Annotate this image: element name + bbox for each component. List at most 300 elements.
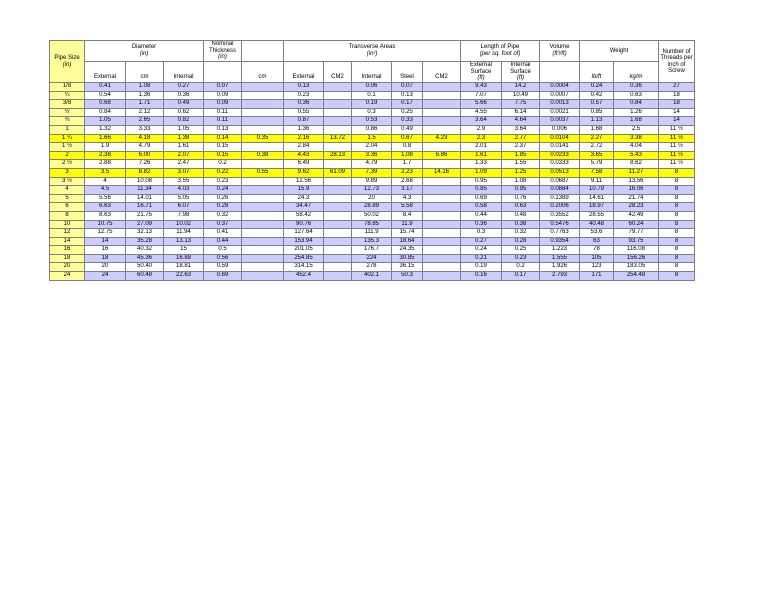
table-cell: 0.006 (540, 125, 580, 134)
table-cell: 36.15 (392, 263, 423, 272)
diameter-header: Diameter (in) (85, 41, 204, 62)
header-row (50, 41, 695, 62)
table-cell: 2.07 (164, 151, 204, 160)
table-cell: 7.98 (164, 211, 204, 220)
table-cell: 30.85 (392, 254, 423, 263)
pipe-size-cell: ½ (50, 108, 85, 117)
table-cell: 0.23 (204, 177, 242, 186)
table-cell: 8 (659, 246, 695, 255)
table-cell: 24.3 (284, 194, 324, 203)
table-cell: 1.55 (502, 160, 540, 169)
table-cell (242, 229, 284, 238)
table-cell: 2.37 (502, 143, 540, 152)
table-cell: 8.63 (85, 211, 126, 220)
table-cell: 2.9 (461, 125, 502, 134)
table-cell: 4.43 (284, 151, 324, 160)
table-cell: 135.3 (352, 237, 392, 246)
table-cell: 0.33 (392, 117, 423, 126)
table-cell: 0.0013 (540, 100, 580, 109)
table-cell: 1.32 (85, 125, 126, 134)
table-cell: 8 (659, 211, 695, 220)
table-cell: 0.25 (392, 108, 423, 117)
table-cell (324, 186, 352, 195)
table-cell: 111.9 (352, 229, 392, 238)
pipe-size-cell: 12 (50, 229, 85, 238)
table-cell: 8.82 (126, 168, 164, 177)
table-cell: 0.17 (392, 100, 423, 109)
table-cell: 28.89 (352, 203, 392, 212)
table-cell (242, 211, 284, 220)
table-cell: 8 (659, 254, 695, 263)
table-cell: 32.13 (126, 229, 164, 238)
table-cell: 0.44 (461, 211, 502, 220)
table-cell: 0.95 (461, 177, 502, 186)
table-cell: 0.09 (204, 100, 242, 109)
pipe-size-cell: 2 ½ (50, 160, 85, 169)
table-row (50, 177, 695, 186)
table-row (50, 168, 695, 177)
table-cell (423, 108, 461, 117)
table-cell: 3.36 (352, 151, 392, 160)
table-cell: 24 (85, 272, 126, 281)
table-cell: 0.5 (204, 246, 242, 255)
table-cell: 0.19 (352, 100, 392, 109)
table-cell: 0.53 (352, 117, 392, 126)
table-cell: 1.61 (461, 151, 502, 160)
table-cell: 11 ½ (659, 125, 695, 134)
table-row (50, 100, 695, 109)
pipe-size-cell: ¾ (50, 117, 85, 126)
table-cell: 6.00 (126, 151, 164, 160)
table-cell (242, 186, 284, 195)
table-cell: 1.26 (614, 108, 659, 117)
table-cell: 15 (164, 246, 204, 255)
table-cell: 0.41 (85, 83, 126, 92)
table-cell: 0.38 (242, 151, 284, 160)
table-cell: 2.68 (392, 177, 423, 186)
table-cell: 53.6 (580, 229, 614, 238)
table-cell: 0.57 (580, 100, 614, 109)
cm2-b-subheader: CM2 (423, 62, 461, 83)
table-cell: 0.49 (164, 100, 204, 109)
table-row (50, 203, 695, 212)
table-row (50, 151, 695, 160)
table-cell: 3.33 (126, 125, 164, 134)
table-cell: 5.56 (85, 194, 126, 203)
table-row (50, 229, 695, 238)
table-cell: 2.3 (461, 134, 502, 143)
table-cell: 153.94 (284, 237, 324, 246)
table-cell: 4.18 (126, 134, 164, 143)
table-cell: 22.63 (164, 272, 204, 281)
table-cell: 11 ½ (659, 143, 695, 152)
table-cell: 0.62 (164, 108, 204, 117)
table-cell: 0.23 (502, 254, 540, 263)
table-cell: 4.64 (502, 117, 540, 126)
table-cell (423, 143, 461, 152)
table-cell: 50.40 (126, 263, 164, 272)
table-cell: 21.75 (126, 211, 164, 220)
table-cell: 35.28 (126, 237, 164, 246)
table-cell: 0.15 (204, 151, 242, 160)
table-cell: 10.75 (85, 220, 126, 229)
table-cell: 0.28 (502, 237, 540, 246)
table-cell: 0.2 (204, 160, 242, 169)
table-cell (324, 108, 352, 117)
table-cell: 8 (659, 194, 695, 203)
transverse-areas-header: Transverse Areas (in²) (284, 41, 461, 62)
table-cell: 18.97 (580, 203, 614, 212)
external-area-subheader: External (284, 62, 324, 83)
table-cell: 28.55 (580, 211, 614, 220)
table-cell: 2.16 (284, 134, 324, 143)
table-cell: 116.08 (614, 246, 659, 255)
table-cell: 12.56 (284, 177, 324, 186)
table-cell: 28.23 (614, 203, 659, 212)
table-cell: 0.69 (461, 194, 502, 203)
table-cell: 0.3552 (540, 211, 580, 220)
table-cell: 13.56 (614, 177, 659, 186)
table-cell (324, 272, 352, 281)
table-row (50, 272, 695, 281)
table-cell: 0.56 (204, 254, 242, 263)
table-cell: 0.0513 (540, 168, 580, 177)
table-row (50, 83, 695, 92)
table-cell: 2.38 (85, 151, 126, 160)
table-cell (242, 143, 284, 152)
table-cell: 2.27 (580, 134, 614, 143)
table-cell (242, 203, 284, 212)
table-cell: 3.5 (85, 168, 126, 177)
table-cell: 1.36 (284, 125, 324, 134)
table-cell (324, 237, 352, 246)
table-cell: 254.85 (284, 254, 324, 263)
table-cell: 16.71 (126, 203, 164, 212)
table-cell: 2.12 (126, 108, 164, 117)
table-cell (242, 100, 284, 109)
table-cell (423, 211, 461, 220)
table-cell: 402.1 (352, 272, 392, 281)
table-cell: 60.48 (126, 272, 164, 281)
table-cell: 10.02 (164, 220, 204, 229)
table-cell (423, 237, 461, 246)
table-cell: 1.85 (502, 151, 540, 160)
table-cell: 10.08 (126, 177, 164, 186)
table-cell (423, 100, 461, 109)
table-cell: 14 (659, 117, 695, 126)
table-cell: 0.22 (204, 168, 242, 177)
table-cell (242, 246, 284, 255)
table-cell: 4.03 (164, 186, 204, 195)
table-cell: 11 ½ (659, 134, 695, 143)
table-cell: 14 (659, 108, 695, 117)
table-cell: 176.7 (352, 246, 392, 255)
table-cell: 2.84 (284, 143, 324, 152)
table-cell: 1.68 (614, 117, 659, 126)
table-cell: 9.11 (580, 177, 614, 186)
table-cell: 0.11 (204, 117, 242, 126)
table-cell (423, 186, 461, 195)
table-cell: 0.27 (164, 83, 204, 92)
table-cell: 0.0687 (540, 177, 580, 186)
table-cell: 4.3 (392, 194, 423, 203)
table-cell: 7.26 (126, 160, 164, 169)
table-cell: 4.04 (614, 143, 659, 152)
table-cell: 0.15 (204, 143, 242, 152)
external-surface-subheader: External Surface (ft) (461, 62, 502, 83)
internal-area-subheader: Internal (352, 62, 392, 83)
table-cell: 1.5 (352, 134, 392, 143)
table-cell (423, 229, 461, 238)
table-cell: 2.04 (352, 143, 392, 152)
table-cell: 0.54 (85, 91, 126, 100)
table-cell: 1.66 (85, 134, 126, 143)
table-cell: 6.49 (284, 160, 324, 169)
table-cell: 0.5476 (540, 220, 580, 229)
table-cell: 4 (85, 177, 126, 186)
table-cell: 11 ½ (659, 160, 695, 169)
table-cell: 278 (352, 263, 392, 272)
table-cell: 183.05 (614, 263, 659, 272)
table-cell: 0.36 (461, 220, 502, 229)
table-cell (423, 254, 461, 263)
length-of-pipe-header: Length of Pipe (per sq. foot of) (461, 41, 540, 62)
table-cell: 2.23 (392, 168, 423, 177)
pipe-size-cell: 18 (50, 254, 85, 263)
table-row (50, 117, 695, 126)
table-cell: 45.36 (126, 254, 164, 263)
table-cell: 314.15 (284, 263, 324, 272)
table-cell: 12.73 (352, 186, 392, 195)
table-cell: 20 (85, 263, 126, 272)
table-cell (423, 263, 461, 272)
table-cell: 58.42 (284, 211, 324, 220)
table-cell: 16 (85, 246, 126, 255)
table-cell: 0.0233 (540, 151, 580, 160)
table-cell: 0.41 (204, 229, 242, 238)
table-cell: 0.84 (85, 108, 126, 117)
table-cell: 0.0007 (540, 91, 580, 100)
table-cell: 5.58 (392, 203, 423, 212)
table-cell: 0.13 (392, 91, 423, 100)
table-cell: 0.0104 (540, 134, 580, 143)
table-body (50, 83, 695, 281)
table-cell: 0.84 (614, 100, 659, 109)
table-cell (423, 194, 461, 203)
table-cell (242, 160, 284, 169)
table-cell: 2.793 (540, 272, 580, 281)
table-row (50, 143, 695, 152)
table-cell: 18.64 (392, 237, 423, 246)
internal-surface-subheader: Internal Surface (ft) (502, 62, 540, 83)
pipe-size-header: Pipe Size (in) (50, 41, 85, 83)
table-cell: 0.09 (204, 91, 242, 100)
table-cell: 11.94 (164, 229, 204, 238)
table-cell: 1.223 (540, 246, 580, 255)
table-cell: 16.06 (614, 186, 659, 195)
table-cell: 1.13 (580, 117, 614, 126)
pipe-size-cell: 1/8 (50, 83, 85, 92)
table-row (50, 186, 695, 195)
threads-header: Number of Threads per inch of Screw (659, 41, 695, 83)
table-cell (324, 194, 352, 203)
table-row (50, 246, 695, 255)
table-cell: 6.86 (423, 151, 461, 160)
table-cell: 0.16 (461, 272, 502, 281)
table-cell: 0.07 (204, 83, 242, 92)
table-cell (242, 263, 284, 272)
table-cell: 78 (580, 246, 614, 255)
table-cell: 1.61 (164, 143, 204, 152)
table-cell (423, 160, 461, 169)
table-cell: 4.79 (126, 143, 164, 152)
table-cell: 1.38 (164, 134, 204, 143)
table-cell: 10.79 (580, 186, 614, 195)
table-cell: 224 (352, 254, 392, 263)
table-cell: 0.95 (502, 186, 540, 195)
volume-header: Volume (ft³/ft) (540, 41, 580, 62)
table-cell: 0.2006 (540, 203, 580, 212)
table-cell: 21.74 (614, 194, 659, 203)
table-cell: 60.24 (614, 220, 659, 229)
table-cell: 452.4 (284, 272, 324, 281)
table-cell: 0.85 (580, 108, 614, 117)
table-cell: 4.5 (85, 186, 126, 195)
table-cell: 18.81 (164, 263, 204, 272)
table-cell: 4.79 (352, 160, 392, 169)
table-cell: 0.42 (580, 91, 614, 100)
table-cell (242, 125, 284, 134)
table-cell (423, 91, 461, 100)
table-cell: 5.05 (164, 194, 204, 203)
table-cell: 0.26 (204, 194, 242, 203)
table-cell (423, 117, 461, 126)
table-cell: 63 (580, 237, 614, 246)
table-cell: 40.48 (580, 220, 614, 229)
nominal-thickness-header: Nominal Thickness (in) (204, 41, 242, 62)
table-cell: 0.86 (352, 125, 392, 134)
table-cell: 0.82 (164, 117, 204, 126)
table-cell: 50.02 (352, 211, 392, 220)
cm-subheader: cm (126, 62, 164, 83)
table-cell: 123 (580, 263, 614, 272)
pipe-size-cell: 3 ½ (50, 177, 85, 186)
table-cell: 0.8 (392, 143, 423, 152)
table-cell: 0.19 (461, 263, 502, 272)
kg-m-subheader: kg/m (614, 62, 659, 83)
pipe-size-cell: ¼ (50, 91, 85, 100)
table-cell: 90.76 (284, 220, 324, 229)
table-cell: 8 (659, 177, 695, 186)
table-cell: 8.62 (614, 160, 659, 169)
table-cell: 8 (659, 168, 695, 177)
table-cell: 6.14 (502, 108, 540, 117)
table-cell: 0.28 (204, 203, 242, 212)
table-cell: 0.06 (352, 83, 392, 92)
table-cell (324, 117, 352, 126)
table-cell: 0.1 (352, 91, 392, 100)
table-row (50, 263, 695, 272)
table-cell (324, 220, 352, 229)
table-cell: 0.2 (502, 263, 540, 272)
table-cell (423, 220, 461, 229)
internal-diameter-subheader: Internal (164, 62, 204, 83)
table-cell: 5.43 (614, 151, 659, 160)
table-cell: 0.27 (461, 237, 502, 246)
table-cell: 1.08 (392, 151, 423, 160)
table-cell: 1.05 (85, 117, 126, 126)
table-cell: 2.5 (614, 125, 659, 134)
lb-ft-subheader: lb/ft (580, 62, 614, 83)
table-cell: 8.4 (392, 211, 423, 220)
table-cell: 7.75 (502, 100, 540, 109)
table-cell: 1.05 (164, 125, 204, 134)
table-cell: 28.13 (324, 151, 352, 160)
table-cell (242, 254, 284, 263)
table-cell (242, 117, 284, 126)
table-cell (423, 177, 461, 186)
table-cell: 1.9 (85, 143, 126, 152)
table-cell: 1.09 (461, 168, 502, 177)
table-cell: 0.0021 (540, 108, 580, 117)
table-cell: 8 (659, 237, 695, 246)
pipe-size-cell: 1 ½ (50, 143, 85, 152)
table-cell: 0.55 (284, 108, 324, 117)
table-cell: 0.0884 (540, 186, 580, 195)
table-cell (242, 83, 284, 92)
cm2-a-subheader: CM2 (324, 62, 352, 83)
table-cell (242, 177, 284, 186)
table-cell (324, 229, 352, 238)
table-cell: 13.72 (324, 134, 352, 143)
table-row (50, 220, 695, 229)
table-cell: 0.17 (502, 272, 540, 281)
table-cell: 2.47 (164, 160, 204, 169)
table-cell: 11.34 (126, 186, 164, 195)
thickness-cm-subheader: cm (242, 62, 284, 83)
table-cell: 0.36 (614, 83, 659, 92)
table-cell: 0.58 (461, 203, 502, 212)
table-cell: 0.69 (204, 272, 242, 281)
table-cell: 42.49 (614, 211, 659, 220)
table-cell (242, 272, 284, 281)
table-cell: 79.77 (614, 229, 659, 238)
thickness-subheader-blank (204, 62, 242, 83)
table-cell: 0.25 (502, 246, 540, 255)
table-cell (324, 263, 352, 272)
table-cell: 1.7 (392, 160, 423, 169)
table-cell: 2.01 (461, 143, 502, 152)
table-cell: 0.3 (461, 229, 502, 238)
table-cell: 156.26 (614, 254, 659, 263)
table-cell: 0.13 (284, 83, 324, 92)
table-cell: 18 (85, 254, 126, 263)
table-cell: 0.44 (204, 237, 242, 246)
table-cell: 0.23 (284, 91, 324, 100)
table-cell: 3.38 (614, 134, 659, 143)
table-row (50, 108, 695, 117)
table-cell: 171 (580, 272, 614, 281)
table-cell: 0.13 (204, 125, 242, 134)
table-cell: 0.24 (204, 186, 242, 195)
table-cell (423, 272, 461, 281)
table-cell: 9.43 (461, 83, 502, 92)
table-cell: 1.25 (502, 168, 540, 177)
table-row (50, 194, 695, 203)
pipe-size-cell: 3 (50, 168, 85, 177)
table-cell: 2.72 (580, 143, 614, 152)
table-cell (242, 220, 284, 229)
